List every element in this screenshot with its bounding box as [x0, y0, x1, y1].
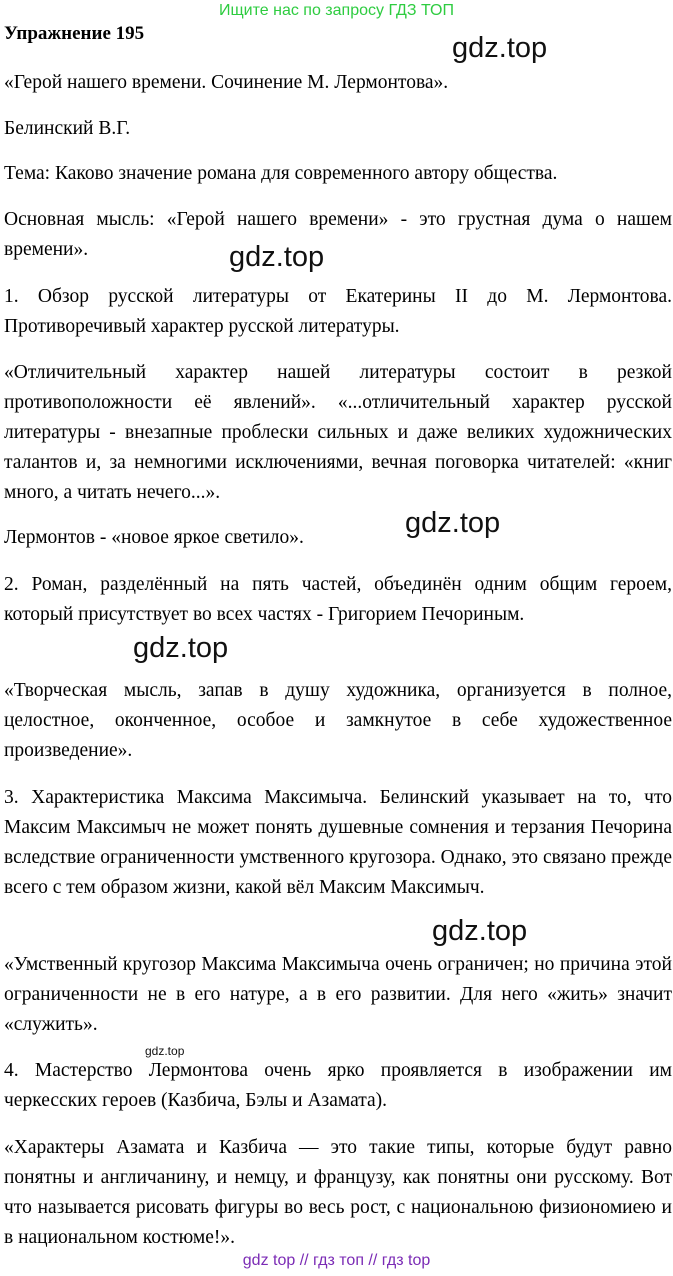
paragraph-work-title: «Герой нашего времени. Сочинение М. Лермонтова».	[4, 72, 449, 93]
paragraph-quote-3: «Умственный кругозор Максима Максимыча очень ограничен; но причина этой ограниченности не в его натуре, а в его развитии. Для него «жить» значит «служить».	[4, 954, 672, 1035]
watermark-small: gdz.top	[145, 1044, 185, 1058]
watermark: gdz.top	[452, 32, 548, 64]
paragraph-quote-2: «Творческая мысль, запав в душу художника, организуется в полное, целостное, оконченное, особое и замкнутое в себе художественное произведение».	[4, 680, 672, 761]
paragraph-point-4: 4. Мастерство Лермонтова очень ярко проявляется в изображении им черкесских героев (Казбича, Бэлы и Азамата).	[4, 1060, 672, 1111]
footer-links[interactable]: gdz top // гдз топ // гдз top	[242, 1252, 431, 1269]
paragraph-author: Белинский В.Г.	[4, 118, 131, 139]
exercise-title: Упражнение 195	[4, 23, 145, 44]
paragraph-quote-4: «Характеры Азамата и Казбича — это такие типы, которые будут равно понятны и англичанину, и немцу, и французу, как понятны они русскому. Вот что называется рисовать фигуры во весь рост, с национальною физиономиею и в национальном костюме!».	[4, 1137, 672, 1248]
paragraph-point-3: 3. Характеристика Максима Максимыча. Белинский указывает на то, что Максим Максимыч не может понять душевные сомнения и терзания Печорина вследствие ограниченности умственного кругозора. Однако, это связано прежде всего с тем образом жизни, какой вёл Максим Максимыч.	[4, 787, 672, 898]
watermark: gdz.top	[229, 241, 325, 273]
watermark: gdz.top	[405, 507, 501, 539]
watermark: gdz.top	[432, 915, 528, 947]
paragraph-quote-1: «Отличительный характер нашей литературы состоит в резкой противоположности её явлений». «...отличительный характер русской литературы - внезапные проблески сильных и даже великих художнических талантов и, за немногими исключениями, вечная поговорка читателей: «книг много, а читать нечего...».	[4, 362, 672, 503]
paragraph-point-1: 1. Обзор русской литературы от Екатерины II до М. Лермонтова. Противоречивый характер русской литературы.	[4, 286, 672, 337]
paragraph-lermontov: Лермонтов - «новое яркое светило».	[4, 527, 304, 548]
paragraph-point-2: 2. Роман, разделённый на пять частей, объединён одним общим героем, который присутствует во всех частях - Григорием Печориным.	[4, 574, 672, 625]
watermark: gdz.top	[133, 632, 229, 664]
paragraph-main-idea: Основная мысль: «Герой нашего времени» - это грустная дума о нашем времени».	[4, 209, 672, 260]
top-banner[interactable]: Ищите нас по запросу ГДЗ ТОП	[219, 2, 454, 19]
paragraph-theme: Тема: Каково значение романа для современного автору общества.	[4, 163, 558, 184]
